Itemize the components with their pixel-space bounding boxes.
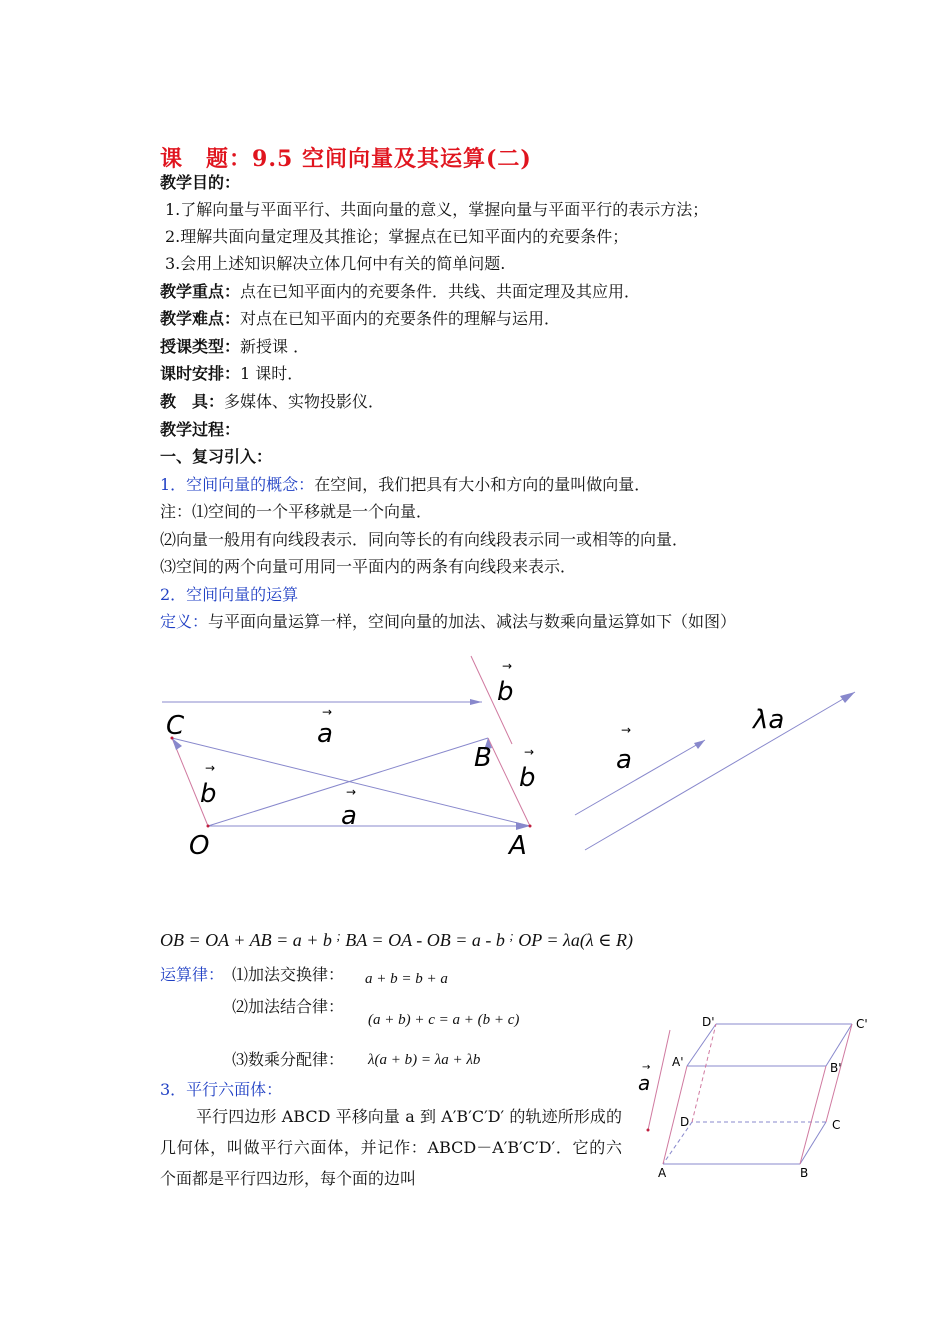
label-B: B <box>474 743 492 773</box>
definition-text: 与平面向量运算一样，空间向量的加法、减法与数乘向量运算如下（如图） <box>208 612 737 631</box>
arrow-over-a: → <box>621 723 632 737</box>
parallelepiped-figure <box>630 1010 880 1190</box>
operations-heading: 2．空间向量的运算 <box>160 585 299 604</box>
arrow-over-a: → <box>346 785 357 799</box>
label-D: D <box>680 1115 690 1129</box>
label-A: A <box>658 1166 667 1180</box>
edge-BC <box>800 1122 826 1164</box>
law-2-name: ⑵加法结合律： <box>232 997 345 1016</box>
tools-label: 教 具： <box>160 392 225 411</box>
lesson-title <box>160 142 532 173</box>
point-O <box>207 825 210 828</box>
lesson-type-label: 授课类型： <box>160 337 241 356</box>
lesson-type-text: 新授课 ． <box>240 337 310 356</box>
objective-item-3: 3.会用上述知识解决立体几何中有关的简单问题. <box>165 254 506 273</box>
label-lambda-a: λa <box>753 705 785 735</box>
tools-text: 多媒体、实物投影仪． <box>224 392 385 411</box>
point-A <box>529 825 532 828</box>
schedule <box>160 364 303 384</box>
formula-sep-1: ; <box>336 928 341 943</box>
label-Dp: D' <box>702 1015 715 1029</box>
arrowhead <box>470 699 482 705</box>
label-O: O <box>189 831 210 861</box>
label-a-mid: a <box>341 801 357 831</box>
label-b-left: b <box>200 779 217 809</box>
label-b-right: b <box>519 763 536 793</box>
difficulties <box>160 309 560 329</box>
concept-text: 在空间，我们把具有大小和方向的量叫做向量． <box>314 475 651 494</box>
law-3-formula: λ(a + b) = λa + λb <box>368 1052 481 1068</box>
edge-DpAp <box>687 1024 716 1066</box>
section3-heading: 3．平行六面体： <box>160 1080 283 1099</box>
difficulties-text: 对点在已知平面内的充要条件的理解与运用． <box>240 309 561 328</box>
note-1: 注：⑴空间的一个平移就是一个向量． <box>160 502 433 521</box>
edge-BpCp <box>826 1024 852 1066</box>
note-3: ⑶空间的两个向量可用同一平面内的两条有向线段来表示． <box>160 557 577 576</box>
vector-a <box>648 1030 670 1130</box>
key-points <box>160 282 640 302</box>
label-Ap: A' <box>672 1055 684 1069</box>
parallelepiped-paragraph: 平行四边形 ABCD 平移向量 a 到 A′B′C′D′ 的轨迹所形成的几何体，叫做平行六面体，并记作：ABCD－A′B′C′D′．它的六个面都是平行四边形，每个面的边叫 <box>160 1107 622 1188</box>
label-Cp: C' <box>856 1017 868 1031</box>
point <box>647 1129 650 1132</box>
edge-DDp <box>692 1024 716 1122</box>
key-points-label: 教学重点： <box>160 282 241 301</box>
arrow-over-a: → <box>642 1062 651 1073</box>
concept-line <box>160 475 650 495</box>
arrowhead <box>840 692 855 703</box>
arrow-over-b: → <box>524 745 535 759</box>
label-a-right: a <box>616 745 632 775</box>
label-Bp: B' <box>830 1061 842 1075</box>
title-text: 9.5 空间向量及其运算(二) <box>252 146 532 172</box>
definition-line <box>160 612 736 632</box>
lesson-type <box>160 337 309 357</box>
section1-heading: 一、复习引入： <box>160 447 273 466</box>
schedule-label: 课时安排： <box>160 364 241 383</box>
label-C: C <box>166 711 185 741</box>
objective-item-1: 1.了解向量与平面平行、共面向量的意义，掌握向量与平面平行的表示方法； <box>165 200 709 219</box>
note-2: ⑵向量一般用有向线段表示．同向等长的有向线段表示同一或相等的向量． <box>160 530 689 549</box>
vector-operations-figure <box>0 640 950 870</box>
difficulties-label: 教学难点： <box>160 309 241 328</box>
concept-label: 1．空间向量的概念： <box>160 475 315 494</box>
key-points-text: 点在已知平面内的充要条件．共线、共面定理及其应用． <box>240 282 641 301</box>
objective-item-2: 2.理解共面向量定理及其推论；掌握点在已知平面内的充要条件； <box>165 227 629 246</box>
law-2-formula: (a + b) + c = a + (b + c) <box>368 1012 520 1028</box>
definition-label: 定义： <box>160 612 209 631</box>
formula-row <box>160 928 633 951</box>
arrow-over-b: → <box>502 659 513 673</box>
label-B: B <box>800 1166 809 1180</box>
formula-sep-2: ; <box>509 928 514 943</box>
vector-a-right <box>575 740 705 815</box>
edge-BBp <box>800 1066 826 1164</box>
label-A: A <box>509 831 527 861</box>
laws-label: 运算律： <box>160 965 225 984</box>
law-1-formula: a + b = b + a <box>365 971 448 987</box>
law-3-name: ⑶数乘分配律： <box>232 1050 345 1069</box>
formula-addition: OB = OA + AB = a + b <box>160 930 332 950</box>
process-heading: 教学过程： <box>160 420 241 439</box>
arrow-over-a: → <box>322 705 333 719</box>
arrow-over-b: → <box>205 761 216 775</box>
objectives-heading: 教学目的： <box>160 173 241 192</box>
schedule-text: 1 课时． <box>240 364 304 383</box>
formula-scalar: OP = λa(λ ∈ R) <box>518 930 633 950</box>
formula-subtraction: BA = OA - OB = a - b <box>345 930 505 950</box>
arrowhead <box>694 740 705 749</box>
label-b-top: b <box>497 677 514 707</box>
label-C: C <box>832 1118 841 1132</box>
label-a-top: a <box>317 719 333 749</box>
title-label: 课 题： <box>160 146 253 172</box>
tools <box>160 392 384 412</box>
law-1-name: ⑴加法交换律： <box>232 965 345 984</box>
label-a: a <box>638 1071 651 1095</box>
